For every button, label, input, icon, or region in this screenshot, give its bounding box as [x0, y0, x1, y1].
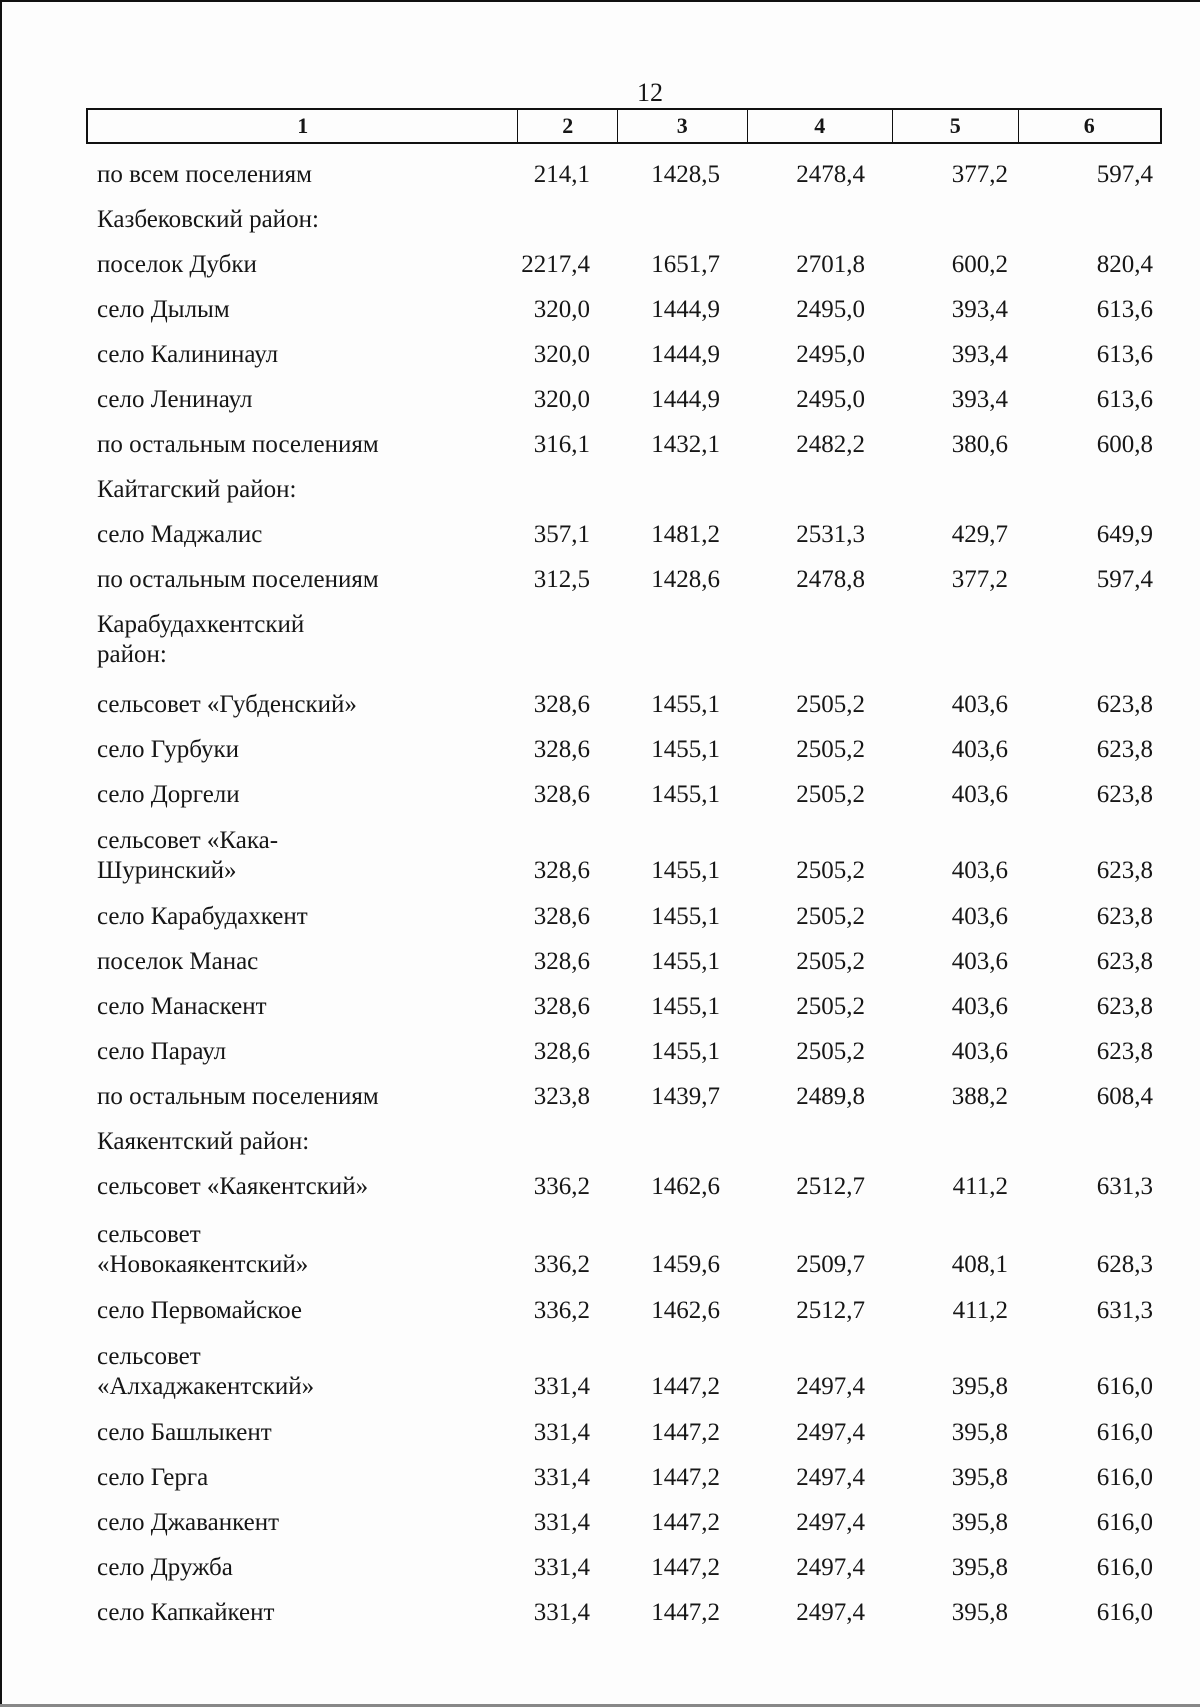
column-header-4: 4 — [748, 110, 893, 142]
value-col-6: 623,8 — [1096, 857, 1153, 884]
value-col-5: 403,6 — [951, 691, 1008, 718]
value-col-5: 403,6 — [951, 857, 1008, 884]
settlement-name: село Параул — [97, 1038, 227, 1065]
settlement-name: сельсовет «Каякентский» — [97, 1173, 369, 1200]
value-col-3: 1455,1 — [651, 781, 720, 808]
settlement-name: село Карабудахкент — [97, 903, 308, 930]
table-row — [0, 160, 1200, 204]
table-row — [0, 250, 1200, 294]
value-col-6: 613,6 — [1096, 341, 1153, 368]
value-col-4: 2505,2 — [796, 781, 865, 808]
settlement-name: село Манаскент — [97, 993, 267, 1020]
value-col-2: 323,8 — [533, 1083, 590, 1110]
value-col-4: 2531,3 — [796, 521, 865, 548]
value-col-4: 2497,4 — [796, 1554, 865, 1581]
settlement-name: село Гурбуки — [97, 736, 240, 763]
value-col-6: 649,9 — [1096, 521, 1153, 548]
value-col-5: 388,2 — [951, 1083, 1008, 1110]
value-col-2: 328,6 — [533, 691, 590, 718]
value-col-5: 395,8 — [951, 1464, 1008, 1491]
value-col-2: 328,6 — [533, 993, 590, 1020]
value-col-5: 403,6 — [951, 903, 1008, 930]
value-col-2: 320,0 — [533, 386, 590, 413]
value-col-6: 631,3 — [1096, 1297, 1153, 1324]
value-col-5: 395,8 — [951, 1419, 1008, 1446]
table-row — [0, 1296, 1200, 1340]
value-col-3: 1447,2 — [651, 1554, 720, 1581]
settlement-name: по остальным поселениям — [97, 431, 379, 458]
value-col-4: 2497,4 — [796, 1373, 865, 1400]
value-col-4: 2505,2 — [796, 948, 865, 975]
table-row — [0, 947, 1200, 991]
settlement-name: сельсовет «Алхаджакентский» — [97, 1343, 315, 1400]
page-edge-top — [0, 0, 1200, 2]
district-heading-row — [0, 610, 1200, 684]
value-col-2: 328,6 — [533, 736, 590, 763]
value-col-5: 403,6 — [951, 736, 1008, 763]
value-col-4: 2701,8 — [796, 251, 865, 278]
value-col-3: 1447,2 — [651, 1464, 720, 1491]
district-heading-row — [0, 205, 1200, 249]
district-name: Кайтагский район: — [97, 476, 297, 503]
value-col-2: 312,5 — [533, 566, 590, 593]
value-col-3: 1455,1 — [651, 903, 720, 930]
table-row — [0, 430, 1200, 474]
value-col-2: 336,2 — [533, 1251, 590, 1278]
value-col-2: 331,4 — [533, 1509, 590, 1536]
value-col-5: 600,2 — [951, 251, 1008, 278]
value-col-6: 623,8 — [1096, 993, 1153, 1020]
table-row — [0, 1553, 1200, 1597]
value-col-6: 623,8 — [1096, 903, 1153, 930]
column-header-row — [86, 108, 1162, 144]
value-col-4: 2505,2 — [796, 857, 865, 884]
value-col-4: 2478,8 — [796, 566, 865, 593]
value-col-6: 616,0 — [1096, 1599, 1153, 1626]
table-row — [0, 992, 1200, 1036]
value-col-6: 623,8 — [1096, 1038, 1153, 1065]
settlement-name: село Маджалис — [97, 521, 263, 548]
table-row — [0, 902, 1200, 946]
value-col-5: 393,4 — [951, 296, 1008, 323]
value-col-2: 328,6 — [533, 903, 590, 930]
settlement-name: село Доргели — [97, 781, 240, 808]
value-col-3: 1481,2 — [651, 521, 720, 548]
table-row — [0, 1598, 1200, 1642]
value-col-6: 600,8 — [1096, 431, 1153, 458]
value-col-5: 380,6 — [951, 431, 1008, 458]
value-col-5: 403,6 — [951, 781, 1008, 808]
table-row — [0, 1082, 1200, 1126]
settlement-name: село Башлыкент — [97, 1419, 272, 1446]
settlement-name: село Калининаул — [97, 341, 279, 368]
district-name: Каякентский район: — [97, 1128, 310, 1155]
value-col-4: 2497,4 — [796, 1419, 865, 1446]
value-col-5: 395,8 — [951, 1373, 1008, 1400]
value-col-5: 395,8 — [951, 1554, 1008, 1581]
value-col-4: 2478,4 — [796, 161, 865, 188]
district-name: Карабудахкентский район: — [97, 611, 305, 668]
value-col-4: 2495,0 — [796, 386, 865, 413]
value-col-2: 328,6 — [533, 1038, 590, 1065]
value-col-2: 328,6 — [533, 857, 590, 884]
settlement-name: поселок Манас — [97, 948, 259, 975]
value-col-4: 2512,7 — [796, 1297, 865, 1324]
settlement-name: село Герга — [97, 1464, 209, 1491]
table-row — [0, 1508, 1200, 1552]
value-col-3: 1447,2 — [651, 1599, 720, 1626]
value-col-3: 1455,1 — [651, 948, 720, 975]
value-col-3: 1455,1 — [651, 1038, 720, 1065]
value-col-2: 320,0 — [533, 296, 590, 323]
value-col-5: 393,4 — [951, 386, 1008, 413]
value-col-5: 429,7 — [951, 521, 1008, 548]
district-name: Казбековский район: — [97, 206, 319, 233]
value-col-6: 820,4 — [1096, 251, 1153, 278]
value-col-6: 623,8 — [1096, 691, 1153, 718]
settlement-name: село Ленинаул — [97, 386, 253, 413]
value-col-6: 616,0 — [1096, 1554, 1153, 1581]
value-col-3: 1462,6 — [651, 1173, 720, 1200]
page-number: 12 — [637, 78, 663, 107]
settlement-name: село Капкайкент — [97, 1599, 275, 1626]
value-col-2: 331,4 — [533, 1419, 590, 1446]
value-col-4: 2495,0 — [796, 341, 865, 368]
value-col-6: 597,4 — [1096, 161, 1153, 188]
value-col-3: 1459,6 — [651, 1251, 720, 1278]
value-col-3: 1455,1 — [651, 993, 720, 1020]
value-col-4: 2512,7 — [796, 1173, 865, 1200]
value-col-3: 1455,1 — [651, 691, 720, 718]
value-col-3: 1428,6 — [651, 566, 720, 593]
table-row — [0, 520, 1200, 564]
settlement-name: поселок Дубки — [97, 251, 257, 278]
value-col-2: 336,2 — [533, 1173, 590, 1200]
value-col-3: 1651,7 — [651, 251, 720, 278]
table-row — [0, 1220, 1200, 1294]
value-col-4: 2505,2 — [796, 1038, 865, 1065]
settlement-name: село Дружба — [97, 1554, 233, 1581]
value-col-5: 403,6 — [951, 1038, 1008, 1065]
value-col-5: 377,2 — [951, 566, 1008, 593]
value-col-3: 1447,2 — [651, 1419, 720, 1446]
value-col-2: 214,1 — [533, 161, 590, 188]
value-col-2: 331,4 — [533, 1554, 590, 1581]
value-col-4: 2505,2 — [796, 691, 865, 718]
value-col-2: 336,2 — [533, 1297, 590, 1324]
value-col-2: 328,6 — [533, 948, 590, 975]
value-col-3: 1455,1 — [651, 857, 720, 884]
value-col-4: 2497,4 — [796, 1464, 865, 1491]
table-row — [0, 1037, 1200, 1081]
value-col-6: 616,0 — [1096, 1419, 1153, 1446]
value-col-2: 357,1 — [533, 521, 590, 548]
value-col-2: 320,0 — [533, 341, 590, 368]
settlement-name: по остальным поселениям — [97, 1083, 379, 1110]
value-col-5: 411,2 — [952, 1173, 1008, 1200]
value-col-5: 393,4 — [951, 341, 1008, 368]
value-col-2: 328,6 — [533, 781, 590, 808]
value-col-4: 2505,2 — [796, 993, 865, 1020]
value-col-6: 608,4 — [1096, 1083, 1153, 1110]
column-header-2: 2 — [518, 110, 618, 142]
value-col-4: 2495,0 — [796, 296, 865, 323]
value-col-2: 331,4 — [533, 1373, 590, 1400]
table-row — [0, 826, 1200, 900]
district-heading-row — [0, 1127, 1200, 1171]
table-row — [0, 565, 1200, 609]
value-col-3: 1444,9 — [651, 341, 720, 368]
column-header-6: 6 — [1083, 113, 1095, 138]
value-col-3: 1428,5 — [651, 161, 720, 188]
value-col-6: 616,0 — [1096, 1464, 1153, 1491]
settlement-name: село Джаванкент — [97, 1509, 280, 1536]
table-row — [0, 295, 1200, 339]
value-col-5: 411,2 — [952, 1297, 1008, 1324]
value-col-3: 1432,1 — [651, 431, 720, 458]
settlement-name: село Первомайское — [97, 1297, 303, 1324]
table-row — [0, 780, 1200, 824]
value-col-3: 1444,9 — [651, 296, 720, 323]
value-col-4: 2497,4 — [796, 1509, 865, 1536]
value-col-6: 613,6 — [1096, 386, 1153, 413]
value-col-6: 597,4 — [1096, 566, 1153, 593]
value-col-2: 331,4 — [533, 1464, 590, 1491]
value-col-5: 377,2 — [951, 161, 1008, 188]
table-row — [0, 1463, 1200, 1507]
value-col-6: 631,3 — [1096, 1173, 1153, 1200]
district-heading-row — [0, 475, 1200, 519]
value-col-4: 2489,8 — [796, 1083, 865, 1110]
value-col-6: 628,3 — [1096, 1251, 1153, 1278]
value-col-4: 2482,2 — [796, 431, 865, 458]
table-row — [0, 690, 1200, 734]
value-col-6: 623,8 — [1096, 736, 1153, 763]
value-col-6: 616,0 — [1096, 1373, 1153, 1400]
column-header-1: 1 — [88, 110, 518, 142]
column-header-5: 5 — [893, 110, 1019, 142]
value-col-6: 623,8 — [1096, 948, 1153, 975]
value-col-6: 613,6 — [1096, 296, 1153, 323]
settlement-name: по всем поселениям — [97, 161, 313, 188]
settlement-name: сельсовет «Новокаякентский» — [97, 1221, 309, 1278]
table-row — [0, 1172, 1200, 1216]
value-col-6: 616,0 — [1096, 1509, 1153, 1536]
value-col-5: 403,6 — [951, 993, 1008, 1020]
value-col-5: 403,6 — [951, 948, 1008, 975]
value-col-5: 395,8 — [951, 1509, 1008, 1536]
settlement-name: село Дылым — [97, 296, 230, 323]
settlement-name: по остальным поселениям — [97, 566, 379, 593]
value-col-4: 2505,2 — [796, 903, 865, 930]
value-col-2: 316,1 — [533, 431, 590, 458]
value-col-6: 623,8 — [1096, 781, 1153, 808]
value-col-3: 1447,2 — [651, 1373, 720, 1400]
value-col-3: 1444,9 — [651, 386, 720, 413]
table-row — [0, 1342, 1200, 1416]
value-col-3: 1462,6 — [651, 1297, 720, 1324]
value-col-2: 2217,4 — [521, 251, 590, 278]
value-col-3: 1455,1 — [651, 736, 720, 763]
value-col-4: 2505,2 — [796, 736, 865, 763]
value-col-4: 2497,4 — [796, 1599, 865, 1626]
value-col-3: 1447,2 — [651, 1509, 720, 1536]
value-col-5: 408,1 — [951, 1251, 1008, 1278]
settlement-name: сельсовет «Губденский» — [97, 691, 357, 718]
table-row — [0, 735, 1200, 779]
table-row — [0, 340, 1200, 384]
value-col-2: 331,4 — [533, 1599, 590, 1626]
table-row — [0, 385, 1200, 429]
value-col-3: 1439,7 — [651, 1083, 720, 1110]
column-header-3: 3 — [618, 110, 748, 142]
settlement-name: сельсовет «Кака-Шуринский» — [97, 827, 279, 884]
value-col-5: 395,8 — [951, 1599, 1008, 1626]
table-row — [0, 1418, 1200, 1462]
value-col-4: 2509,7 — [796, 1251, 865, 1278]
